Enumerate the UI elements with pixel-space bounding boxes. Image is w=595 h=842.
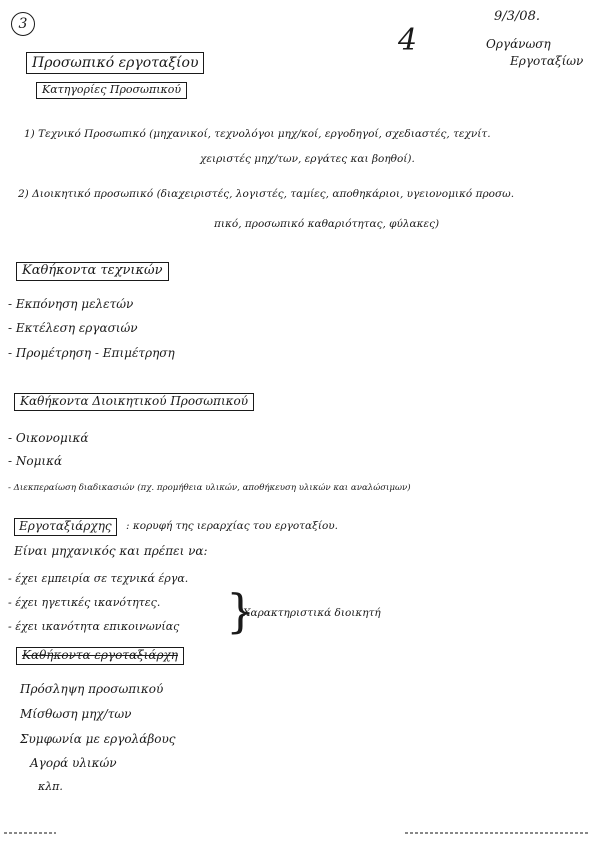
section4-item-1: Πρόσληψη προσωπικού — [20, 682, 164, 696]
section4-item-3: Συμφωνία με εργολάβους — [20, 732, 176, 746]
date: 9/3/08. — [494, 9, 540, 24]
scan-artifact-right — [405, 832, 590, 834]
section4-heading: Καθήκοντα εργοταξιάρχη — [16, 647, 184, 665]
section4-item-5: κλπ. — [38, 780, 63, 793]
section2-heading: Καθήκοντα Διοικητικού Προσωπικού — [14, 393, 254, 411]
section1-heading: Καθήκοντα τεχνικών — [16, 262, 169, 281]
section2-item-2: - Νομικά — [8, 454, 63, 468]
section3-item-1: - έχει εμπειρία σε τεχνικά έργα. — [8, 572, 189, 585]
section1-item-3: - Προμέτρηση - Επιμέτρηση — [8, 346, 175, 360]
category-1-line2: χειριστές μηχ/των, εργάτες και βοηθοί). — [200, 153, 415, 165]
category-2-line2: πικό, προσωπικό καθαριότητας, φύλακες) — [214, 218, 440, 230]
section3-definition: : κορυφή της ιεραρχίας του εργοταξίου. — [126, 520, 339, 532]
section3-item-2: - έχει ηγετικές ικανότητες. — [8, 596, 161, 609]
section3-heading: Εργοταξιάρχης — [14, 518, 117, 536]
section4-item-2: Μίσθωση μηχ/των — [20, 707, 132, 721]
section1-item-1: - Εκπόνηση μελετών — [8, 297, 134, 311]
section3-brace-label: Χαρακτηριστικά διοικητή — [243, 607, 381, 619]
section3-intro: Είναι μηχανικός και πρέπει να: — [14, 544, 208, 558]
scan-artifact-left — [4, 832, 56, 834]
section2-item-1: - Οικονομικά — [8, 431, 89, 445]
page-subtitle: Κατηγορίες Προσωπικού — [36, 82, 187, 99]
subject-line2: Εργοταξίων — [510, 54, 584, 68]
category-1-line1: 1) Τεχνικό Προσωπικό (μηχανικοί, τεχνολόγοι μηχ/κοί, εργοδηγοί, σχεδιαστές, τεχνίτ. — [24, 128, 491, 140]
section4-item-4: Αγορά υλικών — [30, 756, 117, 770]
subject-line1: Οργάνωση — [486, 37, 551, 51]
big-number: 4 — [398, 23, 418, 58]
section1-item-2: - Εκτέλεση εργασιών — [8, 321, 138, 335]
section3-item-3: - έχει ικανότητα επικοινωνίας — [8, 620, 180, 633]
category-2-line1: 2) Διοικητικό προσωπικό (διαχειριστές, λογιστές, ταμίες, αποθηκάριοι, υγειονομικό προσω. — [18, 188, 515, 200]
section2-item-3: - Διεκπεραίωση διαδικασιών (πχ. προμήθεια υλικών, αποθήκευση υλικών και αναλώσιμων) — [8, 483, 411, 493]
page-title: Προσωπικό εργοταξίου — [26, 52, 204, 74]
curly-brace-icon: } — [226, 584, 256, 638]
page-number: 3 — [11, 12, 35, 36]
